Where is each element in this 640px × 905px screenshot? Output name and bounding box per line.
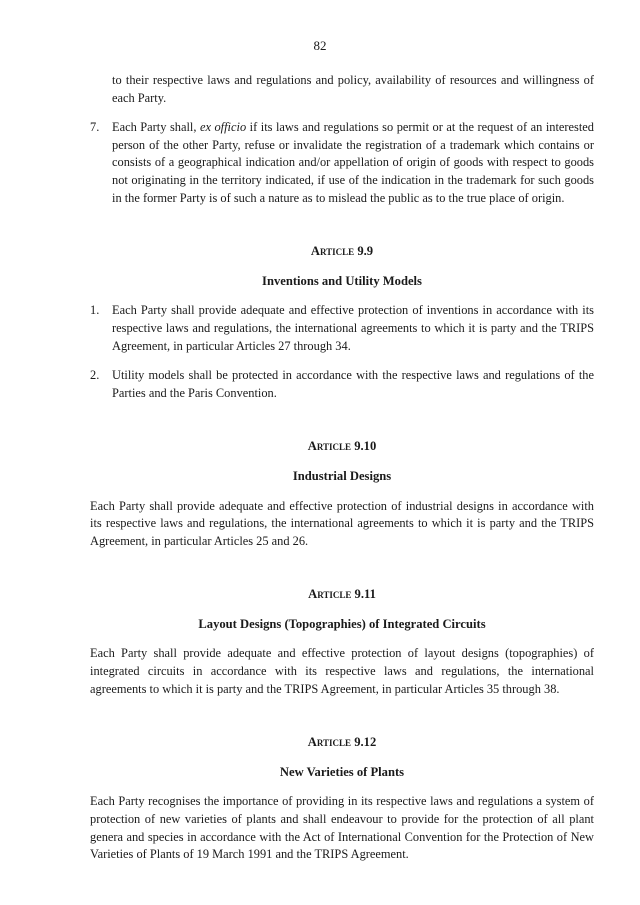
item-number: 7. [90,120,100,135]
article-word: Article [307,735,352,750]
article-heading: Industrial Designs [292,468,392,483]
item-number: 1. [90,303,100,318]
article-paragraph: Each Party shall provide adequate and effective protection of layout designs (topographies) of integrated circuits in accordance with its respective laws and regulations, the international agreements to which it is party and the TRIPS Agreement, in particular Articles 35 through 38. [90,646,594,696]
article-label [90,734,594,752]
document-body [90,72,594,864]
article-number: 9.12 [354,735,377,750]
article-heading: New Varieties of Plants [279,764,405,779]
item-text-start: Each Party shall, [112,120,200,135]
list-item-7 [90,119,594,207]
article-paragraph: Each Party recognises the importance of providing in its respective laws and regulations a system of protection of new varieties of plants and shall endeavour to provide for the protection of all plant genera and species in accordance with the Act of International Convention for the Protection of New Varieties of Plants of 19 March 1991 and the TRIPS Agreement. [90,794,594,862]
list-item-1 [90,302,594,355]
continuation-paragraph: to their respective laws and regulations and policy, availability of resources and willingness of each Party. [112,73,594,105]
item-text: Utility models shall be protected in accordance with the respective laws and regulations of the Parties and the Paris Convention. [112,368,594,400]
article-label [90,243,594,261]
article-word: Article [310,244,355,259]
article-heading: Inventions and Utility Models [262,273,422,288]
article-word: Article [307,439,352,454]
article-number: 9.11 [354,587,376,602]
item-text: Each Party shall provide adequate and effective protection of inventions in accordance with its respective laws and regulations, the international agreements to which it is party and the TRIPS Agreement, in particular Articles 27 through 34. [112,303,594,353]
article-paragraph: Each Party shall provide adequate and effective protection of industrial designs in accordance with its respective laws and regulations, the international agreements to which it is party and the TRIPS Agreement, in particular Articles 25 and 26. [90,498,594,548]
page-number: 82 [313,38,327,53]
article-number: 9.10 [354,439,377,454]
item-text [112,119,594,207]
article-heading: Layout Designs (Topographies) of Integrated Circuits [198,616,486,631]
list-item-2 [90,367,594,402]
article-number: 9.9 [357,244,374,259]
article-word: Article [308,587,352,602]
item-number: 2. [90,368,100,383]
latin-phrase: ex officio [199,120,247,135]
article-label [90,586,594,604]
article-label [90,438,594,456]
item-text-rest: if its laws and regulations so permit or at the request of an interested person of the other Party, refuse or invalidate the registration of a trademark which contains or consists of a geographical indication and/or appellation of origin of goods with respect to goods not originating in the territory indicated, if use of the indication in the trademark for such goods in the former Party is of such a nature as to mislead the public as to the true place of origin. [112,120,595,205]
